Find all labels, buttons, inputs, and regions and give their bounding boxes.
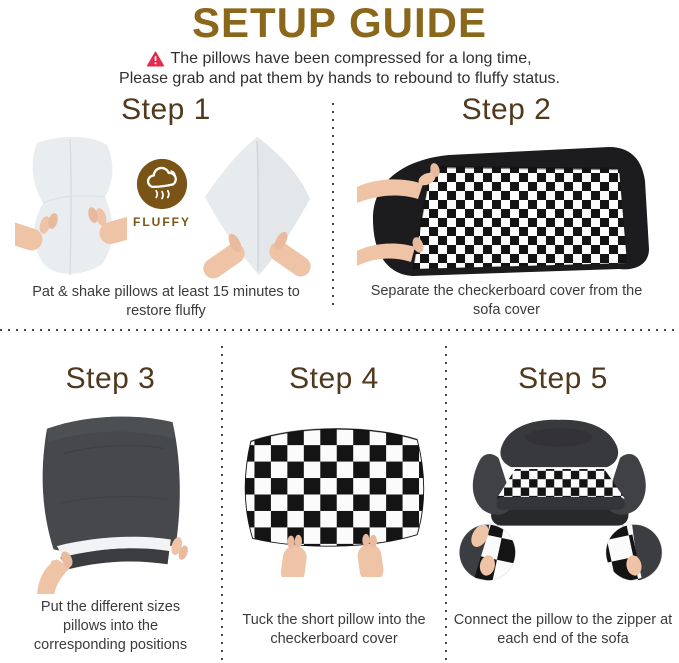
white-pillow-pat-image [197, 133, 317, 283]
white-pillow-shake-image [15, 133, 127, 283]
step-1-caption: Pat & shake pillows at least 15 minutes to restore fluffy [32, 284, 300, 320]
step-3-caption: Put the different sizes pillows into the corresponding positions [33, 598, 188, 653]
fluffy-badge-label: FLUFFY [133, 215, 191, 229]
step-2-panel [334, 88, 679, 330]
warning-note [0, 49, 679, 90]
step-1-panel [0, 88, 332, 330]
step-3-panel [0, 332, 221, 663]
step-5-caption: Connect the pillow to the zipper at each end of the sofa [453, 611, 673, 647]
fluffy-cloud-icon [135, 157, 189, 211]
step-2-caption: Separate the checkerboard cover from the sofa cover [370, 282, 643, 318]
page-title: SETUP GUIDE [192, 0, 487, 46]
step-5-panel [447, 332, 679, 663]
fluffy-badge [133, 157, 191, 229]
step-2-illustration [357, 137, 657, 277]
warning-triangle-icon [147, 51, 164, 67]
step-3-illustration [30, 404, 192, 594]
left-zipper-closeup-circle [456, 520, 525, 588]
checkerboard-cover-separation-image [357, 137, 657, 277]
step-1-illustration [15, 133, 317, 283]
step-2-title: Step 2 [461, 93, 552, 126]
warning-text-2: Please grab and pat them by hands to rebound to fluffy status. [119, 70, 560, 88]
step-4-caption: Tuck the short pillow into the checkerboard cover [242, 611, 426, 647]
step-4-illustration [238, 412, 430, 577]
step-5-illustration [454, 400, 672, 589]
warning-text-1: The pillows have been compressed for a long time, [170, 50, 532, 67]
step-1-title: Step 1 [121, 93, 211, 126]
warning-line-1 [0, 49, 679, 69]
step-4-title: Step 4 [289, 362, 379, 395]
top-row [0, 88, 679, 330]
step-5-title: Step 5 [518, 362, 608, 395]
step-3-title: Step 3 [65, 362, 156, 395]
sofa-zipper-connection-image [454, 400, 672, 589]
checkerboard-pillow-image [238, 412, 430, 577]
dark-pillow-cover-insert-image [30, 404, 192, 594]
bottom-row [0, 332, 679, 663]
step-4-panel [223, 332, 445, 663]
header [0, 0, 679, 90]
horizontal-dotted-divider [0, 329, 679, 331]
